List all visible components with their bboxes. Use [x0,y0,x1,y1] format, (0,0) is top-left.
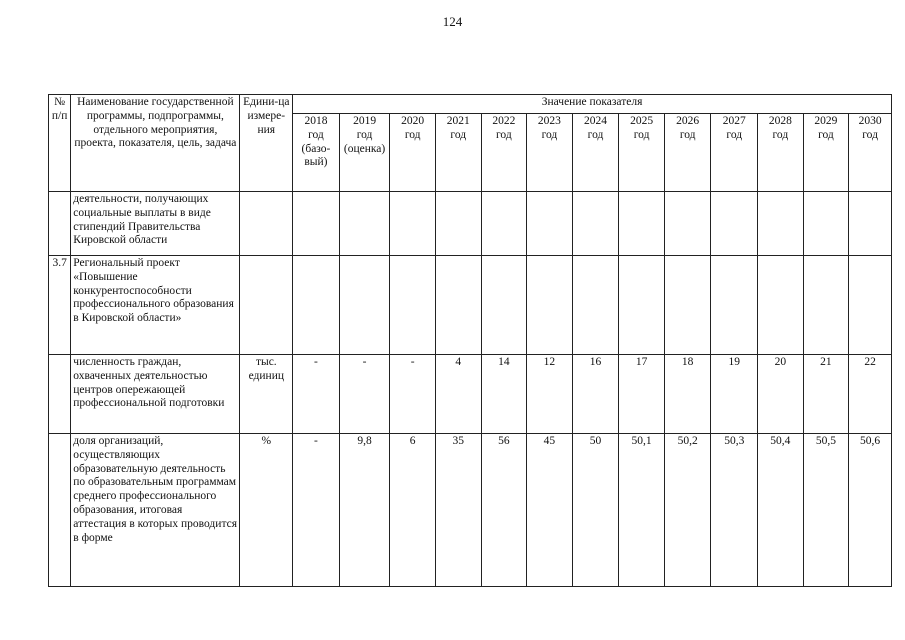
header-year-sub: год [404,128,421,141]
row-value-2020: - [390,355,436,434]
row-value-2019 [339,192,390,256]
row-value-2030 [849,256,892,355]
row-value-2024: 50 [572,434,619,587]
page-number: 124 [442,14,463,29]
table-row [49,192,892,256]
row-unit [240,192,293,256]
row-value-2018: - [293,434,340,587]
row-value-2024: 16 [572,355,619,434]
header-year-2018 [293,114,340,192]
row-value-2028 [758,256,804,355]
header-year-2027 [711,114,758,192]
row-value-2027 [711,192,758,256]
header-year-label: 2022 [492,115,516,127]
header-year-label: 2023 [537,115,561,127]
header-year-2022 [481,114,527,192]
row-num [49,192,71,256]
table-row [49,434,892,587]
row-value-2022: 56 [481,434,527,587]
row-value-2021: 4 [435,355,481,434]
header-year-2030 [849,114,892,192]
header-year-2021 [435,114,481,192]
row-value-2019 [339,256,390,355]
header-year-label: 2026 [676,115,700,127]
header-year-label: 2021 [446,115,470,127]
row-value-2023: 12 [527,355,573,434]
row-value-2021: 35 [435,434,481,587]
header-year-label: 2027 [722,115,746,127]
header-year-2028 [758,114,804,192]
header-year-2023 [527,114,573,192]
row-value-2026: 50,2 [664,434,711,587]
header-unit: Едини-ца измере-ния [240,95,293,192]
row-value-2022 [481,192,527,256]
row-value-2019: 9,8 [339,434,390,587]
row-value-2022 [481,256,527,355]
row-value-2024 [572,192,619,256]
header-year-label: 2029 [814,115,838,127]
row-value-2025 [619,256,665,355]
row-value-2020 [390,256,436,355]
row-value-2028 [758,192,804,256]
row-value-2018 [293,256,340,355]
header-year-sub: год [633,128,650,141]
header-row-top [49,95,892,114]
row-name: деятельности, получающих социальные выплаты в виде стипендий Правительства Кировской области [71,192,240,256]
header-num: № п/п [49,95,71,192]
row-value-2029: 50,5 [803,434,849,587]
row-value-2023: 45 [527,434,573,587]
row-value-2020: 6 [390,434,436,587]
row-value-2023 [527,192,573,256]
row-value-2023 [527,256,573,355]
header-year-sub: год [495,128,512,141]
row-value-2027: 50,3 [711,434,758,587]
table-body [49,192,892,587]
row-value-2030 [849,192,892,256]
header-year-2025 [619,114,665,192]
header-name: Наименование государственной программы, подпрограммы, отдельного мероприятия, проекта, показателя, цель, задача [71,95,240,192]
row-value-2029 [803,192,849,256]
header-year-2020 [390,114,436,192]
header-year-2019 [339,114,390,192]
header-year-sub: год [772,128,789,141]
row-unit: % [240,434,293,587]
header-values-group: Значение показателя [293,95,892,114]
header-year-sub: год [862,128,878,141]
indicators-table [48,94,892,587]
row-value-2026 [664,192,711,256]
header-year-label: 2030 [858,115,882,127]
header-year-2029 [803,114,849,192]
row-value-2026 [664,256,711,355]
header-year-label: 2019 [353,115,377,127]
row-unit [240,256,293,355]
row-value-2020 [390,192,436,256]
row-value-2028: 50,4 [758,434,804,587]
row-value-2028: 20 [758,355,804,434]
row-value-2022: 14 [481,355,527,434]
row-value-2025: 17 [619,355,665,434]
header-year-sub: год [679,128,696,141]
header-year-sub: год [541,128,558,141]
row-value-2019: - [339,355,390,434]
table-row [49,355,892,434]
row-value-2029 [803,256,849,355]
row-value-2018: - [293,355,340,434]
row-value-2030: 50,6 [849,434,892,587]
row-name: Региональный проект «Повышение конкурентоспособности профессионального образования в Кировской области» [71,256,240,355]
row-value-2025: 50,1 [619,434,665,587]
header-year-sub: год (оценка) [343,128,386,155]
header-year-label: 2024 [584,115,607,127]
row-name: численность граждан, охваченных деятельностью центров опережающей профессиональной подготовки [71,355,240,434]
row-num [49,355,71,434]
header-year-label: 2020 [401,115,425,127]
row-num [49,434,71,587]
row-name: доля организаций, осуществляющих образовательную деятельность по образовательным программам среднего профессионального образования, итоговая аттестация в которых проводится в форме [71,434,240,587]
row-value-2025 [619,192,665,256]
header-year-label: 2018 [304,115,328,127]
row-value-2027 [711,256,758,355]
header-year-label: 2025 [630,115,654,127]
row-num: 3.7 [49,256,71,355]
row-value-2021 [435,256,481,355]
header-year-sub: год [726,128,743,141]
row-value-2027: 19 [711,355,758,434]
header-year-2026 [664,114,711,192]
row-value-2029: 21 [803,355,849,434]
header-year-sub: год (базо-вый) [301,128,331,169]
header-year-sub: год [587,128,604,141]
row-value-2026: 18 [664,355,711,434]
header-year-sub: год [818,128,834,141]
row-value-2024 [572,256,619,355]
header-year-label: 2028 [768,115,792,127]
row-value-2030: 22 [849,355,892,434]
row-unit: тыс. единиц [240,355,293,434]
header-year-2024 [572,114,619,192]
table-row [49,256,892,355]
row-value-2021 [435,192,481,256]
row-value-2018 [293,192,340,256]
header-year-sub: год [450,128,467,141]
